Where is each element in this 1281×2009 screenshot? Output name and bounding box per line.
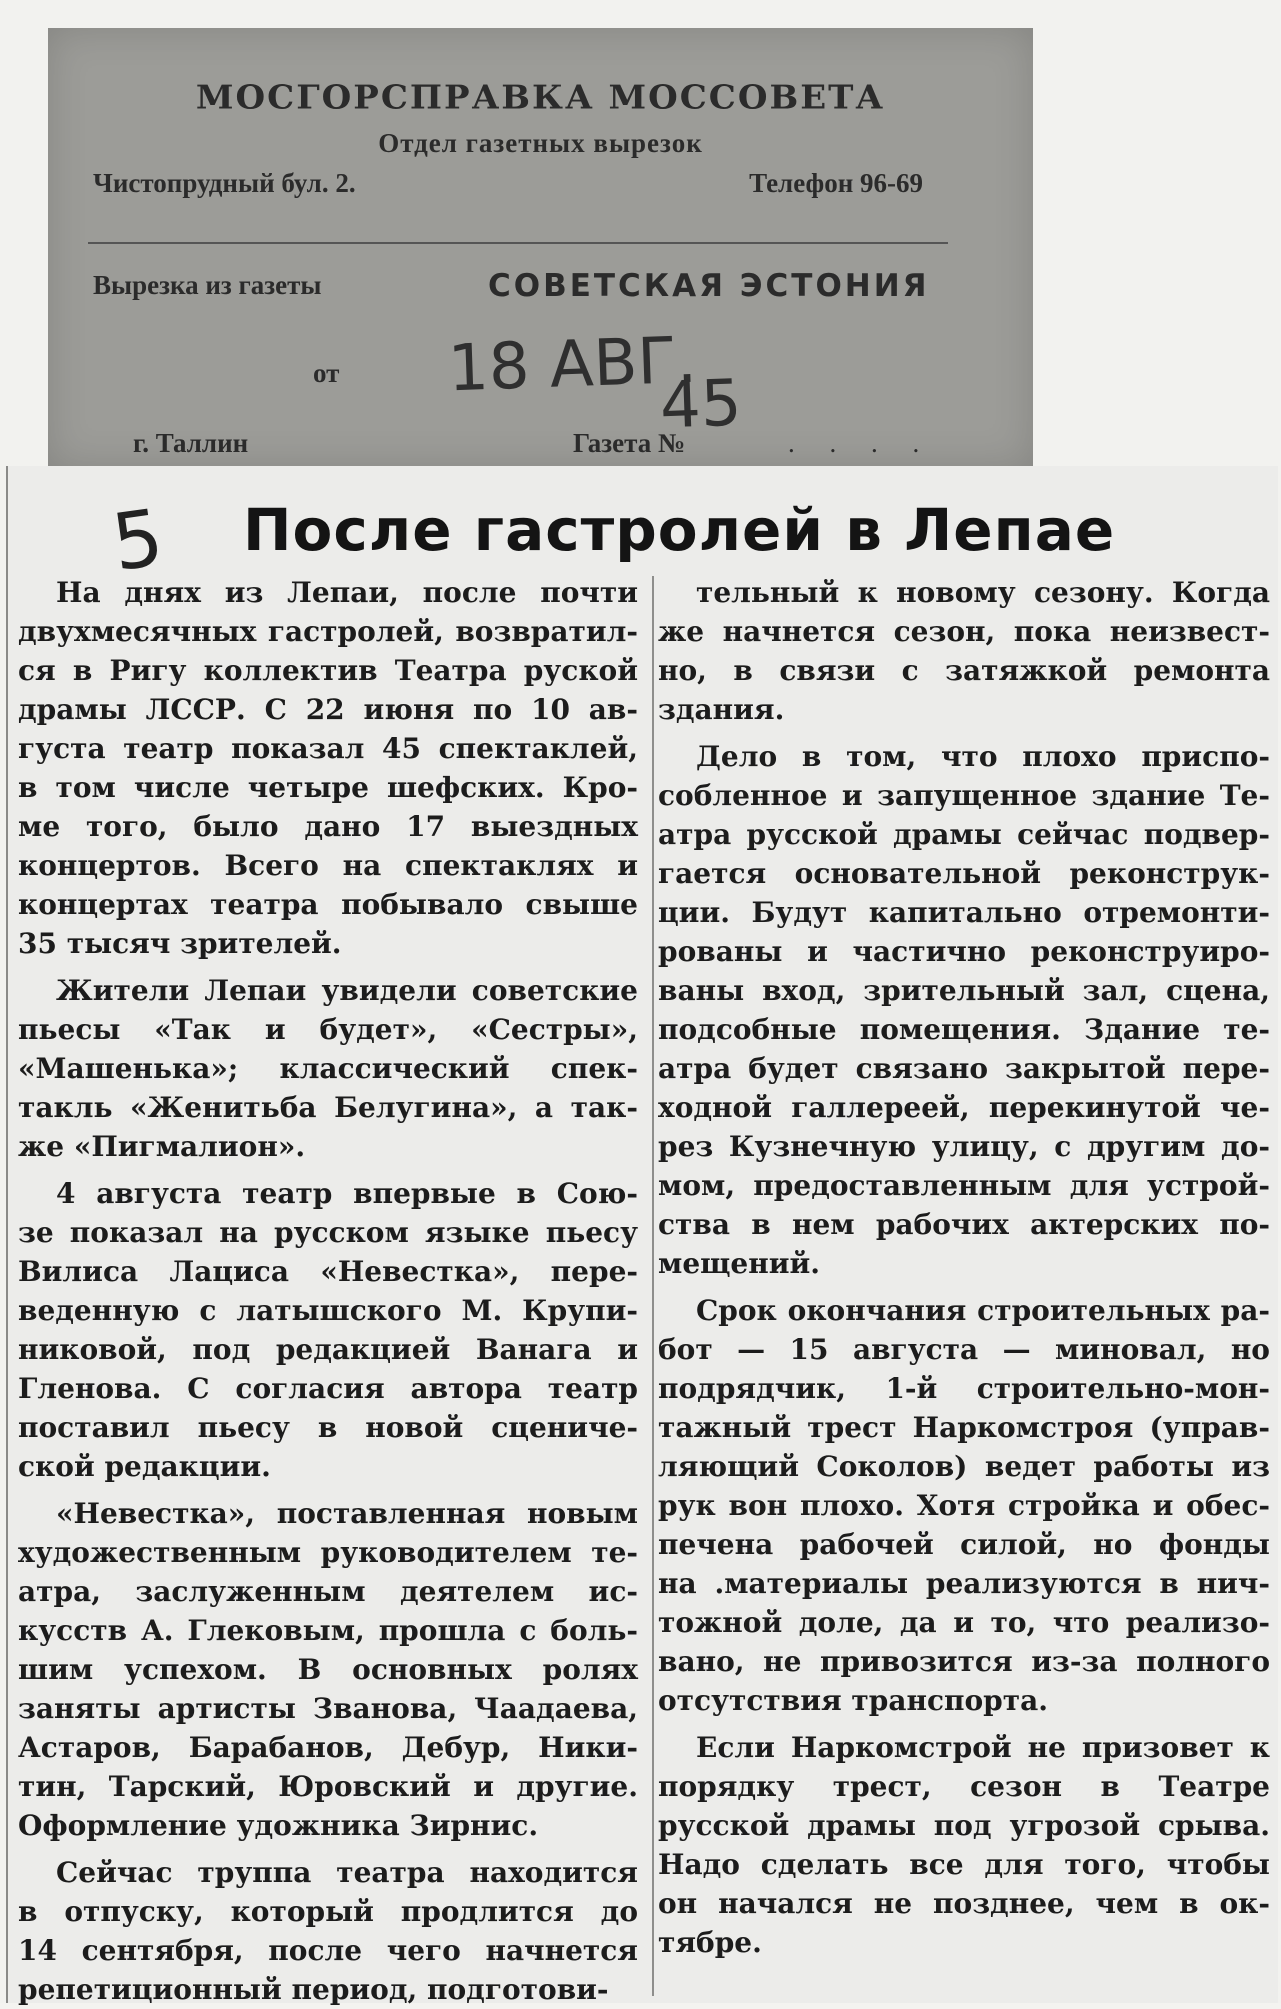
article-text-line: же «Пигмалион». xyxy=(18,1130,306,1163)
article-text-line: репетиционный период, подготови- xyxy=(18,1973,609,2006)
article-text-line: рез Кузнечную улицу, с другим до- xyxy=(658,1130,1270,1163)
article-text-line: на .материалы реализуются в нич- xyxy=(658,1567,1270,1600)
article-text-line: шим успехом. В основных ролях xyxy=(18,1653,638,1686)
article-text-line: Гленова. С согласия автора театр xyxy=(18,1372,638,1405)
paragraph-gap xyxy=(658,729,1270,737)
article-text-line: тельный к новому сезону. Когда xyxy=(696,576,1270,609)
article-text-line: атра, заслуженным деятелем ис- xyxy=(18,1575,638,1608)
paragraph-gap xyxy=(18,1166,638,1174)
article-text-line: двухмесячных гастролей, возвратил- xyxy=(18,615,638,648)
city-label: г. Таллин xyxy=(133,428,249,458)
article-text-line: «Невестка», поставленная новым xyxy=(56,1497,638,1530)
article-text-line: ской редакции. xyxy=(18,1450,271,1483)
article-text-line: гается основательной реконструк- xyxy=(658,857,1270,890)
agency-address: Чистопрудный бул. 2. xyxy=(93,168,356,198)
article-text-line: ваны вход, зрительный зал, сцена, xyxy=(658,974,1270,1007)
newspaper-number-label: Газета № xyxy=(573,428,686,458)
article-text-line: Надо сделать все для того, чтобы xyxy=(658,1848,1270,1881)
article-text-line: 14 сентября, после чего начнется xyxy=(18,1934,638,1967)
article-text-line: в отпуску, который продлится до xyxy=(18,1895,638,1928)
paragraph-gap xyxy=(18,963,638,971)
article-text-line: рованы и частично реконструиро- xyxy=(658,935,1270,968)
article-text-line: мещений. xyxy=(658,1247,821,1280)
article-text-line: атра русской драмы сейчас подвер- xyxy=(658,818,1270,851)
article-text-line: такль «Женитьба Белугина», а так- xyxy=(18,1091,638,1124)
article-headline: После гастролей в Лепае xyxy=(243,496,1116,564)
article-text-line: ме того, было дано 17 выездных xyxy=(18,810,638,843)
article-text-line: Жители Лепаи увидели советские xyxy=(56,974,638,1007)
newspaper-name: СОВЕТСКАЯ ЭСТОНИЯ xyxy=(488,268,930,304)
article-text-line: печена рабочей силой, но фонды xyxy=(658,1528,1270,1561)
column-divider xyxy=(652,576,654,1996)
article-text-line: концертов. Всего на спектаклях и xyxy=(18,849,638,882)
article-text-line: же начнется сезон, пока неизвест- xyxy=(658,615,1270,648)
clipping-source-label: Вырезка из газеты xyxy=(93,270,322,300)
article-text-line: вано, не привозится из-за полного xyxy=(658,1645,1270,1678)
article-text-line: отсутствия транспорта. xyxy=(658,1684,1049,1717)
agency-name: МОСГОРСПРАВКА МОССОВЕТА xyxy=(195,79,886,117)
card-rule xyxy=(88,242,948,244)
article-text-line: художественным руководителем те- xyxy=(18,1536,638,1569)
article-text-line: тожной доле, да и то, что реализо- xyxy=(658,1606,1270,1639)
paragraph-gap xyxy=(18,1845,638,1853)
newspaper-number-dots: . . . . xyxy=(788,428,934,458)
article-text-line: русской драмы под угрозой срыва. xyxy=(658,1809,1270,1842)
article-text-line: Астаров, Барабанов, Дебур, Ники- xyxy=(18,1731,638,1764)
article-text-line: ся в Ригу коллектив Театра руской xyxy=(18,654,638,687)
article-text-line: 4 августа театр впервые в Сою- xyxy=(56,1177,638,1210)
article-text-line: никовой, под редакцией Ванага и xyxy=(18,1333,638,1366)
article-text-line: Срок окончания строительных ра- xyxy=(696,1294,1270,1327)
department-name: Отдел газетных вырезок xyxy=(378,128,703,158)
article-text-line: «Машенька»; классический спек- xyxy=(18,1052,638,1085)
handwritten-year: 45 xyxy=(658,366,743,444)
article-text-line: ства в нем рабочих актерских по- xyxy=(658,1208,1270,1241)
article-text-line: поставил пьесу в новой сцениче- xyxy=(18,1411,638,1444)
article-text-line: густа театр показал 45 спектаклей, xyxy=(18,732,638,765)
article-text-line: рук вон плохо. Хотя стройка и обес- xyxy=(658,1489,1270,1522)
paragraph-gap xyxy=(658,1283,1270,1291)
article-text-line: Дело в том, что плохо приспо- xyxy=(696,740,1270,773)
article-text-line: здания. xyxy=(658,693,785,726)
clipping-label-card xyxy=(48,28,1033,468)
article-text-line: в том числе четыре шефских. Кро- xyxy=(18,771,638,804)
article-text-line: тин, Тарский, Юровский и другие. xyxy=(18,1770,638,1803)
article-text-line: но, в связи с затяжкой ремонта xyxy=(658,654,1270,687)
article-text-line: бот — 15 августа — миновал, но xyxy=(658,1333,1270,1366)
article-text-line: кусств А. Глековым, прошла с боль- xyxy=(18,1614,638,1647)
article-text-line: тябре. xyxy=(658,1926,762,1959)
article-text-line: ходной галлереей, перекинутой че- xyxy=(658,1091,1270,1124)
article-text-line: подрядчик, 1-й строительно-мон- xyxy=(658,1372,1270,1405)
paragraph-gap xyxy=(18,1486,638,1494)
article-text-line: веденную с латышского М. Крупи- xyxy=(18,1294,638,1327)
article-text-line: порядку трест, сезон в Театре xyxy=(658,1770,1270,1803)
date-from-label: от xyxy=(313,358,340,388)
paragraph-gap xyxy=(658,1720,1270,1728)
article-text-line: концертах театра побывало свыше xyxy=(18,888,638,921)
article-text-line: 35 тысяч зрителей. xyxy=(18,927,342,960)
article-text-line: подсобные помещения. Здание те- xyxy=(658,1013,1270,1046)
article-text-line: зе показал на русском языке пьесу xyxy=(18,1216,638,1249)
article-text-line: он начался не позднее, чем в ок- xyxy=(658,1887,1270,1920)
handwritten-mark: 5 xyxy=(106,492,169,590)
handwritten-date: 18 АВГ. xyxy=(446,323,699,407)
article-text-line: мом, предоставленным для устрой- xyxy=(658,1169,1270,1202)
article-text-line: пьесы «Так и будет», «Сестры», xyxy=(18,1013,638,1046)
article-text-line: собленное и запущенное здание Те- xyxy=(658,779,1270,812)
article-text-line: Сейчас труппа театра находится xyxy=(56,1856,638,1889)
article-text-line: ции. Будут капитально отремонти- xyxy=(658,896,1270,929)
article-text-line: драмы ЛССР. С 22 июня по 10 ав- xyxy=(18,693,638,726)
article-text-line: ляющий Соколов) ведет работы из xyxy=(658,1450,1270,1483)
article-text-line: Если Наркомстрой не призовет к xyxy=(696,1731,1270,1764)
article-text-line: атра будет связано закрытой пере- xyxy=(658,1052,1270,1085)
article-text-line: Вилиса Лациса «Невестка», пере- xyxy=(18,1255,638,1288)
article-right-column xyxy=(658,573,1270,1962)
article-text-line: Оформление удожника Зирнис. xyxy=(18,1809,539,1842)
article-text-line: тажный трест Наркомстроя (управ- xyxy=(658,1411,1270,1444)
agency-phone: Телефон 96-69 xyxy=(749,168,923,198)
article-text-line: заняты артисты Званова, Чаадаева, xyxy=(18,1692,638,1725)
article-text-line: На днях из Лепаи, после почти xyxy=(56,576,638,609)
newspaper-clipping xyxy=(6,466,1278,2006)
article-left-column xyxy=(18,573,638,2009)
